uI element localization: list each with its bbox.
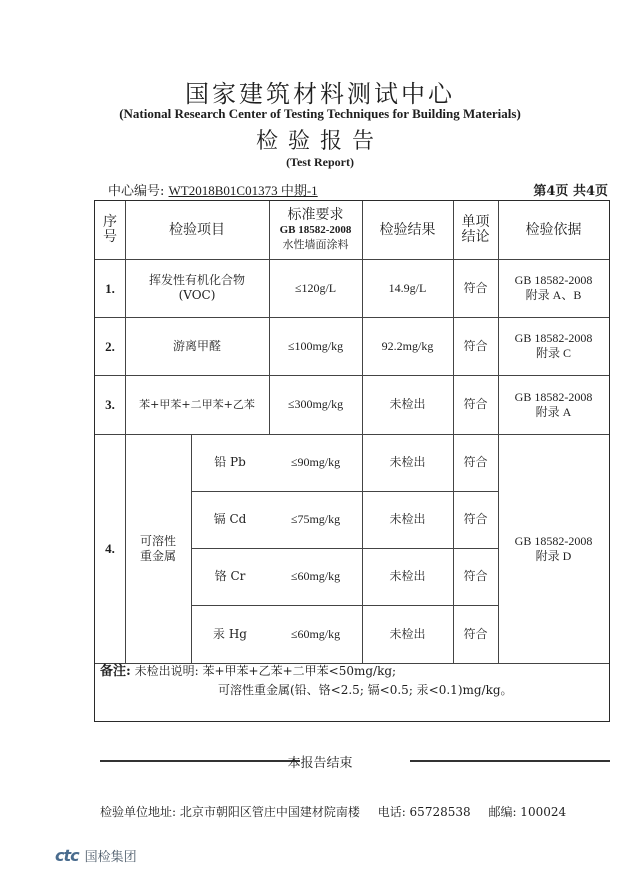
metal-cr-result: 未检出 [389,569,426,583]
row-2-item: 游离甲醛 [172,338,221,353]
row-1-item [125,259,269,317]
report-title-en: (Test Report) [286,155,354,169]
remarks-line-1: 未检出说明: 苯+甲苯+乙苯+二甲苯<50mg/kg; [134,664,397,678]
row-1-conclusion: 符合 [463,280,488,295]
org-title-cn: 国家建筑材料测试中心 [185,80,455,108]
org-title-en: (National Research Center of Testing Techniques for Building Materials) [119,106,521,121]
footer-address: 检验单位地址: 北京市朝阳区管庄中国建材院南楼 [100,805,360,819]
metal-pb-conclusion: 符合 [463,455,488,469]
header-requirement-sub: 水性墙面涂料 [282,238,349,251]
row-1-no: 1. [105,280,115,296]
row-3-basis-std: GB 18582-2008 [514,389,593,404]
metal-cr-requirement: ≤60mg/kg [290,569,341,583]
metal-pb-result: 未检出 [389,455,426,469]
metal-cr-item: 铬 Cr [214,569,246,583]
metal-pb-item: 铅 Pb [214,455,246,469]
center-number-label: 中心编号: [108,184,165,199]
header-requirement-std: GB 18582-2008 [279,224,352,236]
remarks-line-2: 可溶性重金属(铅、铬<2.5; 镉<0.5; 汞<0.1)mg/kg。 [218,683,513,697]
metal-cd-item: 镉 Cd [213,512,247,526]
metal-pb-requirement: ≤90mg/kg [290,455,341,469]
row-2-basis-std: GB 18582-2008 [514,331,593,345]
header-result: 检验结果 [379,221,436,238]
footer-phone: 电话: 65728538 [377,805,471,819]
metal-cd-requirement: ≤75mg/kg [290,512,341,526]
ctc-logo-mark: ctc [55,846,79,865]
row-3-no: 3. [105,397,115,412]
row-1-item-abbr: (VOC) [178,288,216,302]
header-seq: 序号 [103,214,117,245]
header-item: 检验项目 [169,221,225,238]
row-2-basis-appendix: 附录 C [535,346,571,360]
header-requirement [269,201,362,259]
row-1-result: 14.9g/L [388,280,427,295]
metal-cd-conclusion: 符合 [463,512,488,526]
metal-cr-conclusion: 符合 [463,569,488,583]
row-1-requirement: ≤120g/L [294,280,337,295]
metal-cd-result: 未检出 [389,512,426,526]
row-1-basis-appendix: 附录 A、B [525,288,582,302]
row-4-basis [498,434,609,663]
row-3-result: 未检出 [389,397,426,411]
row-4-group [125,434,191,663]
metal-hg-item: 汞 Hg [213,626,247,641]
end-divider-right [410,760,610,762]
metal-hg-conclusion: 符合 [463,626,488,641]
row-2-requirement: ≤100mg/kg [287,338,344,353]
remarks-label: 备注: [100,664,131,679]
end-of-report: 本报告结束 [287,756,353,771]
remarks [100,662,513,699]
row-3-requirement: ≤300mg/kg [287,397,344,411]
row-1-basis [498,259,609,317]
header-conclusion: 单项结论 [461,214,490,245]
ctc-logo [55,846,137,865]
row-3-conclusion: 符合 [463,397,488,411]
header-basis: 检验依据 [525,221,582,238]
center-number [108,180,318,199]
row-1-basis-std: GB 18582-2008 [514,273,593,287]
row-2-conclusion: 符合 [463,338,488,353]
ctc-logo-text: 国检集团 [84,850,137,865]
footer-contact [100,803,580,820]
row-4-group-line1: 可溶性 [139,533,176,548]
row-1-item-name: 挥发性有机化合物 [148,273,245,287]
row-4-basis-appendix: 附录 D [535,548,572,563]
test-results-table [94,200,610,722]
row-2-result: 92.2mg/kg [381,338,434,353]
footer-postcode: 邮编: 100024 [488,805,567,819]
row-2-basis [498,317,609,375]
row-3-basis-appendix: 附录 A [535,404,572,419]
row-4-no: 4. [105,541,115,556]
metal-hg-requirement: ≤60mg/kg [290,626,341,641]
page-info: 第4页 共4页 [533,184,608,199]
row-4-group-line2: 重金属 [139,548,176,563]
center-number-value: WT2018B01C01373 中期-1 [168,183,318,198]
row-4-basis-std: GB 18582-2008 [514,533,593,548]
report-title-cn: 检验报告 [255,129,384,154]
header-requirement-title: 标准要求 [287,207,344,223]
metal-hg-result: 未检出 [389,626,426,641]
row-2-no: 2. [105,338,115,354]
row-3-item: 苯+甲苯+二甲苯+乙苯 [139,398,255,411]
row-3-basis [498,375,609,434]
